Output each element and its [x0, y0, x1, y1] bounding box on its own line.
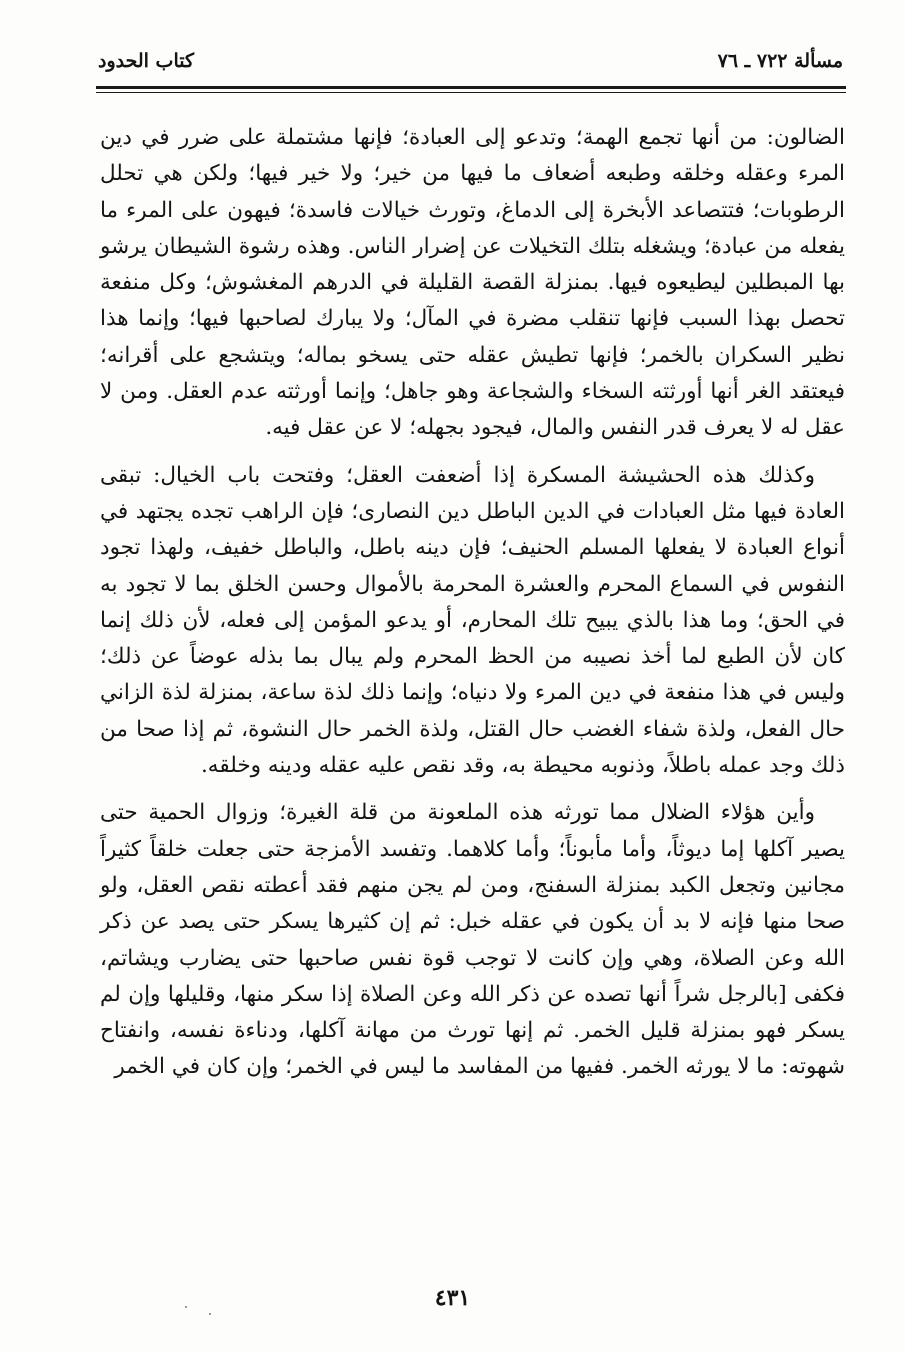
page-body [100, 120, 845, 1086]
scan-speck [209, 1313, 211, 1315]
paragraph-1: الضالون: من أنها تجمع الهمة؛ وتدعو إلى العبادة؛ فإنها مشتملة على ضرر في دين المرء وعقله وخلقه وطبعه أضعاف ما فيها من خير؛ ولا خير فيها؛ ولكن هي تحلل الرطوبات؛ فتتصاعد الأبخرة إلى الدماغ، وتورث خيالات فاسدة؛ فيهون على المرء ما يفعله من عبادة؛ ويشغله بتلك التخيلات عن إضرار الناس. وهذه رشوة الشيطان يرشو بها المبطلين ليطيعوه فيها. بمنزلة القصة القليلة في الدرهم المغشوش؛ وكل منفعة تحصل بهذا السبب فإنها تنقلب مضرة في المآل؛ ولا يبارك لصاحبها فيها؛ وإنما هذا نظير السكران بالخمر؛ فإنها تطيش عقله حتى يسخو بماله؛ ويتشجع على أقرانه؛ فيعتقد الغر أنها أورثته السخاء والشجاعة وهو جاهل؛ وإنما أورثته عدم العقل. ومن لا عقل له لا يعرف قدر النفس والمال، فيجود بجهله؛ لا عن عقل فيه. [100, 125, 845, 441]
book-title: كتاب الحدود [98, 50, 195, 72]
section-title: مسألة ٧٢٢ ـ ٧٦ [717, 50, 843, 72]
paragraph-3: وأين هؤلاء الضلال مما تورثه هذه الملعونة من قلة الغيرة؛ وزوال الحمية حتى يصير آكلها إما ديوثاً، وأما مأبوناً؛ وأما كلاهما. وتفسد الأمزجة حتى جعلت خلقاً كثيراً مجانين وتجعل الكبد بمنزلة السفنج، ومن لم يجن منهم فقد أعطته نقص العقل، ولو صحا منها فإنه لا بد أن يكون في عقله خبل: ثم إن كثيرها يسكر حتى يصد عن ذكر الله وعن الصلاة، وهي وإن كانت لا توجب قوة نفس صاحبها حتى يضارب ويشاتم، فكفى [بالرجل شراً أنها تصده عن ذكر الله وعن الصلاة إذا سكر منها، وقليلها وإن لم يسكر فهو بمنزلة قليل الخمر. ثم إنها تورث من مهانة آكلها، ودناءة نفسه، وانفتاح شهوته: ما لا يورثه الخمر. ففيها من المفاسد ما ليس في الخمر؛ وإن كان في الخمر [100, 800, 845, 1080]
header-rule-thick [96, 86, 846, 89]
running-header [98, 50, 843, 86]
scan-speck [185, 1306, 187, 1308]
paragraph-2: وكذلك هذه الحشيشة المسكرة إذا أضعفت العقل؛ وفتحت باب الخيال: تبقى العادة فيها مثل العبادات في الدين الباطل دين النصارى؛ فإن الراهب تجده يجتهد في أنواع العبادة لا يفعلها المسلم الحنيف؛ فإن دينه باطل، والباطل خفيف، ولهذا تجود النفوس في السماع المحرم والعشرة المحرمة بالأموال وحسن الخلق بما لا تجود به في الحق؛ وما هذا بالذي يبيح تلك المحارم، أو يدعو المؤمن إلى فعله، لأن ذلك إنما كان لأن الطبع لما أخذ نصيبه من الحظ المحرم ولم يبال بما بذله عوضاً عن ذلك؛ وليس في هذا منفعة في دين المرء ولا دنياه؛ وإنما ذلك لذة ساعة، بمنزلة لذة الزاني حال الفعل، ولذة شفاء الغضب حال القتل، ولذة الخمر حال النشوة، ثم إذا صحا من ذلك وجد عمله باطلاً، وذنوبه محيطة به، وقد نقص عليه عقله ودينه وخلقه. [100, 462, 845, 779]
header-rule-thin [96, 92, 846, 93]
page-number: ٤٣١ [434, 1285, 471, 1311]
